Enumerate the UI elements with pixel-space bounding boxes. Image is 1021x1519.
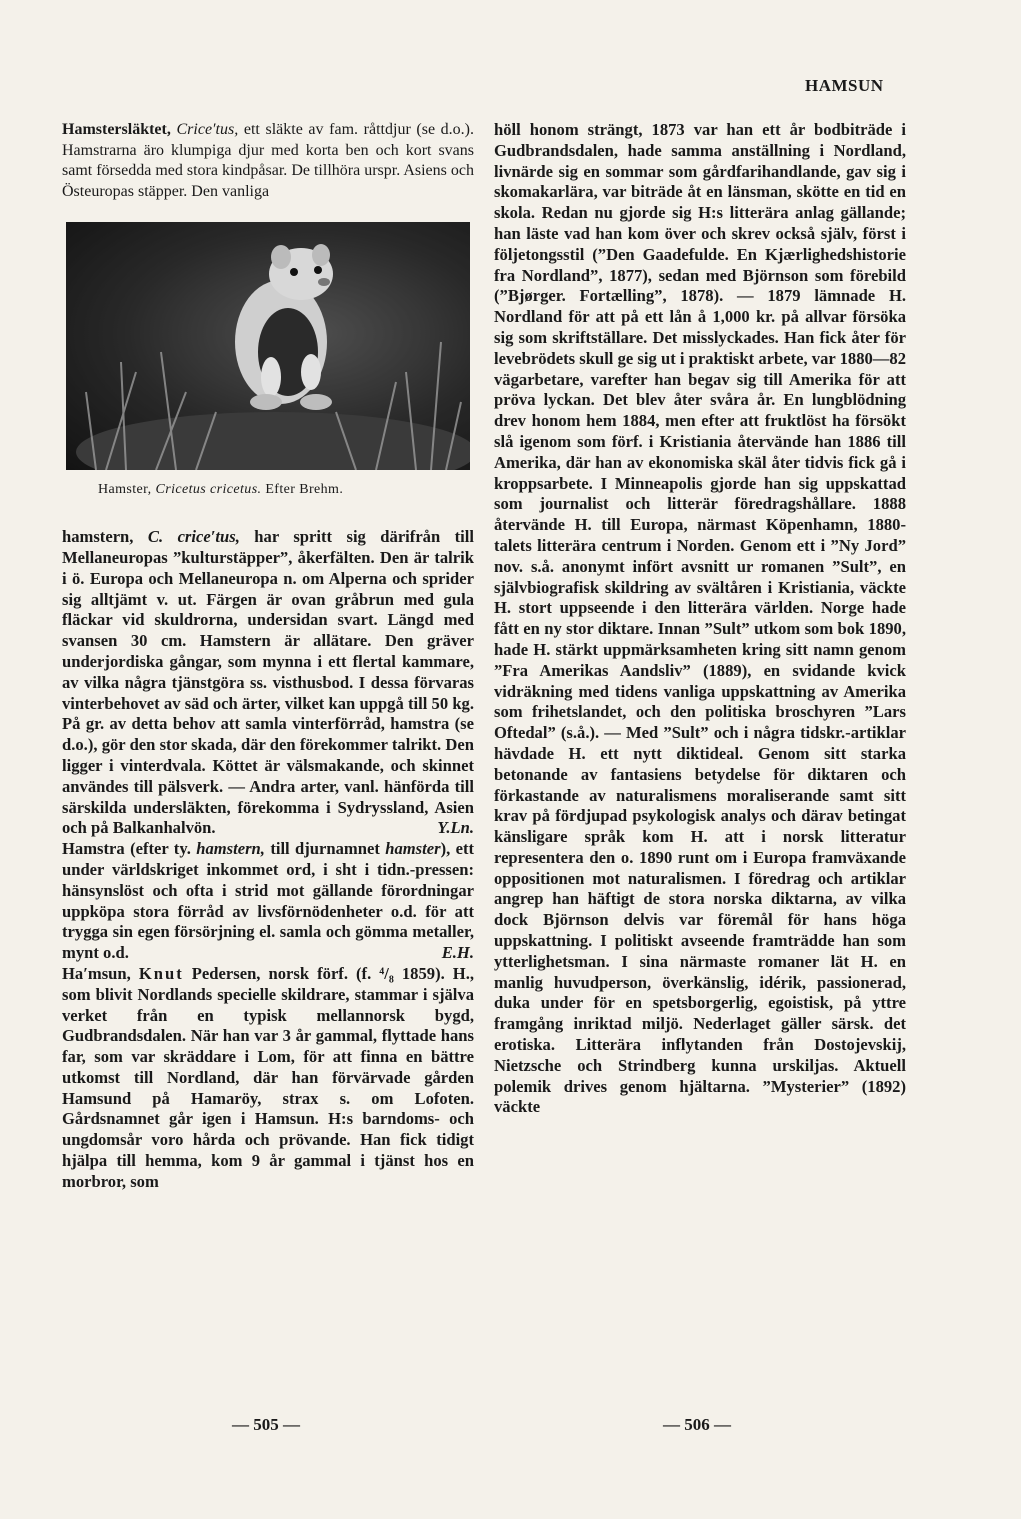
etymology-word: hamstern,	[196, 839, 265, 859]
latin-name: C. crice′tus,	[147, 527, 240, 547]
entry-text: Pedersen, norsk förf. (f. ⁴/₈ 1859). H., som blivit Nordlands specielle skildrare, stammar i själva verket från en typisk mellannorsk bygd, Gudbrandsdalen. När han var 3 år gammal, flyttade hans far, som var skräddare i Lom, för att finna en bättre utkomst till Nordland, där han förvärvade gården Hamsund på Hamaröy, strax s. om Lofoten. Gårdsnamnet går igen i Hamsun. H:s barndoms- och ungdomsår voro hårda och prövande. Han fick tidigt hjälpa till hemma, kom 9 år gammal i tjänst hos en morbror, som	[62, 963, 474, 1191]
caption-label: Hamster,	[98, 482, 152, 498]
entry-hamstern-continued	[62, 527, 474, 839]
caption-latin: Cricetus cricetus.	[155, 482, 262, 498]
entry-hamstra	[62, 839, 474, 964]
entry-hamsun-continued: höll honom strängt, 1873 var han ett år bodbiträde i Gudbrandsdalen, hade samma anställning i Nordland, livnärde sig en sommar som gårdfarihandlande, gav sig i skomakarlära, var biträde åt en länsman, skötte en tid en skola. Redan nu gjorde sig H:s litterära anlag gällande; han läste vad han kom över och skrev också själv, först i följetongsstil (”Den Gaadefulde. En Kjærlighedshistorie fra Nordland”, 1877), sedan med Björnson som förebild (”Bjørger. Fortælling”, 1878). — 1879 lämnade H. Nordland för att på ett lån å 1,000 kr. på allvar försöka sig som skriftställare. Det misslyckades. Han fick åter för levebrödets skull ge sig ut i praktiskt arbete, var 1880—82 vägarbetare, varefter han begav sig till Amerika för att pröva lyckan. Det blev åter svåra år. En lungblödning drev honom hem 1884, men efter att fruktlöst ha försökt slå igenom som förf. i Kristiania återvände han 1886 till Amerika, där han av ekonomiska skäl åter tidvis fick gå i kroppsarbete. I Minneapolis gjorde han sig uppskattad som journalist och litterär föredragshållare. 1888 återvände H. till Europa, närmast Köpenhamn, 1880-talets litterära centrum i Norden. Genom ett i ”Ny Jord” nov. s.å. anonymt infört avsnitt ur romanen ”Sult”, en självbiografisk skildring av svältåren i Kristiania, väckte H. stort uppseende i den litterära världen. Norge hade fått en ny stor diktare. Innan ”Sult” utkom som bok 1890, hade H. stärkt uppmärksamheten kring sitt namn genom ”Fra Amerikas Aandsliv” (1889), en svidande kvick vidräkning med tidens vanliga uppskattning av Amerika som frihetslandet, och den politiska broschyren ”Lars Oftedal” (s.å.). — Med ”Sult” och i några tidskr.-artiklar hävdade H. ett nytt diktideal. Genom sitt starka betonande av fantasiens betydelse för diktaren och förkastande av naturalismens moraliserande samt sitt krav på fördjupad psykologisk analys och därav betingat känsligare språk kom H. att i norsk litteratur representera den o. 1890 runt om i Europa framväxande oppositionen mot naturalismen. I föredrag och artiklar angrep han häftigt de stora norska diktarna, av vilka dock Björnson delvis var föremål för hans höga uppskattning. I politiskt avseende framträdde han som ytterlighetsman. I sina närmaste romaner lät H. en manlig huvudperson, överkänslig, idérik, passionerad, duka under för en spetsborgerlig, egoistisk, på yttre framgång inriktad miljö. Nederlaget gäller särsk. det erotiska. Litterära inflytanden från Dostojevskij, Nietzsche och Strindberg kunna urskiljas. Aktuell polemik drives genom hjältarna. ”Mysterier” (1892) väckte	[494, 120, 906, 1117]
hamster-illustration	[66, 222, 470, 470]
entry-hamsun	[62, 964, 474, 1193]
figure-caption	[98, 480, 474, 501]
left-column	[62, 120, 474, 1193]
hamster-photo	[66, 222, 470, 470]
page-number-right: — 506 —	[663, 1415, 731, 1434]
author-signature: E.H.	[441, 943, 474, 963]
caption-source: Efter Brehm.	[265, 482, 344, 498]
entry-text: ett släkte av fam. råttdjur (se d.o.). Hamstrarna äro klumpiga djur med korta ben och kort svans samt försedda med stora kindpåsar. De tillhöra urspr. Asiens och Östeuropas stäpper. Den vanliga	[62, 121, 475, 200]
lemma-hamsun: Ha′msun,	[62, 963, 131, 983]
entry-text: (efter ty.	[130, 839, 191, 859]
given-name: Knut	[138, 963, 184, 983]
hamstern-word: hamstern,	[62, 527, 134, 547]
right-column	[494, 120, 906, 1118]
latin-name: Crice′tus,	[176, 121, 239, 138]
lemma-hamstersläktet: Hamstersläktet,	[62, 121, 171, 138]
entry-text: ), ett under världskriget inkommet ord, i sht i tidn.-pressen: hänsynslöst och ofta i strid mot gällande förordningar uppköpa stora förråd av livsförnödenheter o.d. för att trygga sin egen försörjning el. samla och gömma metaller, mynt o.d.	[62, 839, 475, 963]
author-signature: Y.Ln.	[437, 818, 474, 838]
entry-hamstersläktet	[62, 120, 474, 202]
running-head: HAMSUN	[805, 76, 884, 95]
page-number-left: — 505 —	[232, 1415, 300, 1434]
etymology-word: hamster	[385, 839, 441, 859]
entry-text: till djurnamnet	[270, 839, 380, 859]
lemma-hamstra: Hamstra	[62, 839, 125, 859]
entry-text: har spritt sig därifrån till Mellaneuropas ”kulturstäpper”, åkerfälten. Den är talrik i ö. Europa och Mellaneuropa n. om Alperna och sprider sig alltjämt v. ut. Färgen är ovan gråbrun med gula fläckar vid skuldrorna, undersidan svart. Längd med svansen 30 cm. Hamstern är allätare. Den gräver underjordiska gångar, som mynna i ett flertal kammare, av vilka några tjänstgöra ss. visthusbod. I dessa förvaras vinterbehovet av säd och ärter, vilket kan uppgå till 50 kg. På gr. av detta behov att samla vinterförråd, hamstra (se d.o.), gör den stor skada, där den förekommer talrikt. Den ligger i vinterdvala. Köttet är välsmakande, och skinnet användes till pälsverk. — Andra arter, vanl. hänförda till särskilda undersläkten, förekomma i Sydryssland, Asien och på Balkanhalvön.	[62, 527, 475, 838]
